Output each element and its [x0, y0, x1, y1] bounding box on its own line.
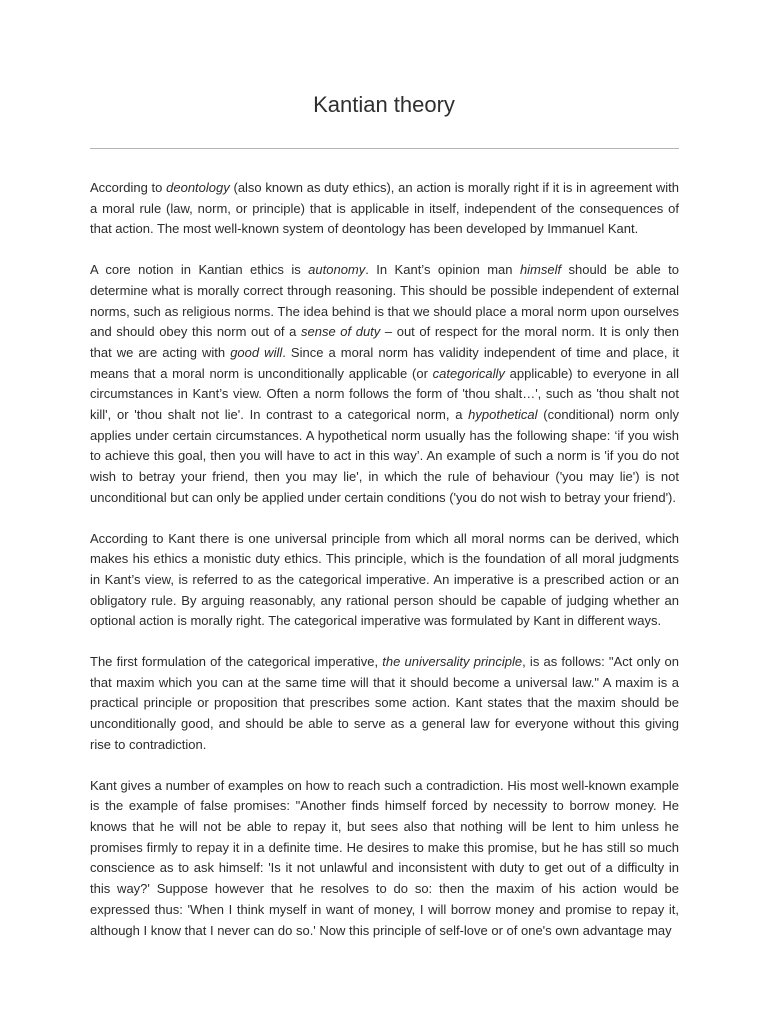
emphasized-text: autonomy	[308, 262, 366, 278]
text-run: (conditional) norm only applies under certain circumstances. A hypothetical norm usually has the following shape: ‘if you wish to achieve this goal, then you will have to act in this way’. An example of such a norm is 'if you do not wish to betray your friend, then you may lie', in which the rule of behaviour ('you may lie') is not unconditional but can only be applied under certain conditions ('you do not wish to betray your friend').	[90, 407, 680, 505]
text-run: should be able to determine what is morally correct through reasoning. This should be possible independent of external norms, such as religious norms. The idea behind is that we should place a moral norm upon ourselves and should obey this norm out of a	[90, 262, 679, 340]
paragraph	[90, 652, 679, 756]
text-run: (also known as duty ethics), an action is morally right if it is in agreement with a moral rule (law, norm, or principle) that is applicable in itself, independent of the consequences of that action. The most well-known system of deontology has been developed by Immanuel Kant.	[90, 180, 679, 237]
emphasized-text: categorically	[432, 365, 505, 381]
text-run: Kant gives a number of examples on how to reach such a contradiction. His most well-known example is the example of false promises: "Another finds himself forced by necessity to borrow money. He knows that he will not be able to repay it, but sees also that nothing will be lent to him unless he promises firmly to repay it in a definite time. He desires to make this promise, but he has still so much conscience as to ask himself: 'Is it not unlawful and inconsistent with duty to get out of a difficulty in this way?' Suppose however that he resolves to do so: then the maxim of his action would be expressed thus: 'When I think myself in want of money, I will borrow money and promise to repay it, although I know that I never can do so.' Now this principle of self-love or of one's own advantage may	[90, 777, 679, 938]
text-run: . In Kant’s opinion man	[365, 262, 520, 278]
text-run: – out of respect for the moral norm. It is only then that we are acting with	[90, 324, 680, 360]
document-body	[90, 178, 679, 961]
emphasized-text: the universality principle	[382, 654, 523, 670]
paragraph	[90, 776, 679, 942]
text-run: According to Kant there is one universal principle from which all moral norms can be derived, which makes his ethics a monistic duty ethics. This principle, which is the foundation of all moral judgments in Kant’s view, is referred to as the categorical imperative. An imperative is a prescribed action or an obligatory rule. By arguing reasonably, any rational person should be capable of judging whether an optional action is morally right. The categorical imperative was formulated by Kant in different ways.	[90, 530, 679, 629]
emphasized-text: sense of duty	[300, 324, 381, 340]
title-divider	[90, 148, 679, 149]
emphasized-text: himself	[519, 262, 562, 278]
emphasized-text: good will	[230, 344, 283, 360]
page-title: Kantian theory	[313, 92, 455, 117]
paragraph	[90, 260, 679, 508]
paragraph	[90, 529, 679, 633]
text-run: applicable) to everyone in all circumstances in Kant’s view. Often a norm follows the form of 'thou shalt…', such as 'thou shalt not kill', or 'thou shalt not lie'. In contrast to a categorical norm, a	[90, 365, 679, 423]
text-run: . Since a moral norm has validity independent of time and place, it means that a moral norm is unconditionally applicable (or	[90, 344, 679, 381]
emphasized-text: hypothetical	[468, 407, 538, 423]
emphasized-text: deontology	[166, 180, 230, 195]
text-run: A core notion in Kantian ethics is	[90, 262, 309, 278]
paragraph	[90, 178, 679, 240]
text-run: According to	[90, 180, 167, 195]
text-run: The first formulation of the categorical imperative,	[90, 654, 383, 670]
text-run: , is as follows: "Act only on that maxim which you can at the same time will that it should become a universal law." A maxim is a practical principle or proposition that prescribes some action. Kant states that the maxim should be unconditionally good, and should be able to serve as a general law for everyone without this giving rise to contradiction.	[90, 654, 679, 752]
